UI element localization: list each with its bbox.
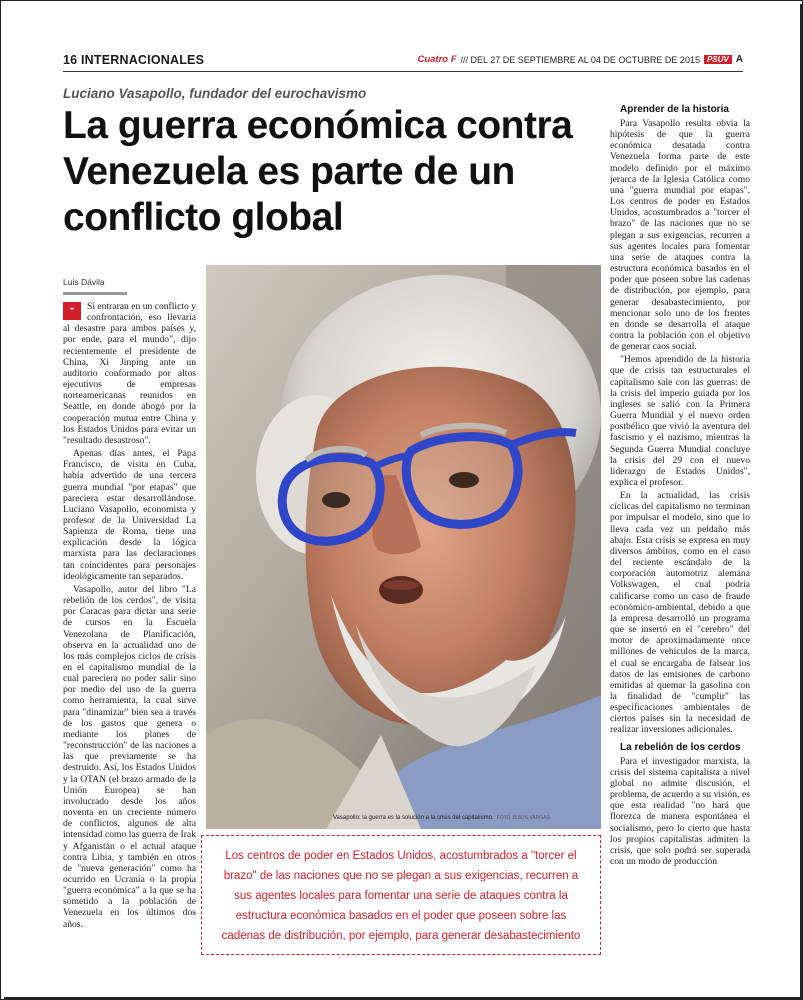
brand-logo: PSUV: [704, 55, 732, 64]
photo-caption: [333, 815, 550, 821]
header-date-strip: [417, 54, 743, 65]
issue-date: /// DEL 27 DE SEPTIEMBRE AL 04 DE OCTUBRE DE 2015: [460, 54, 700, 65]
newspaper-logo: Cuatro F: [417, 54, 457, 65]
paragraph: " Si entraran en un conflicto y confrontación, eso llevaría al desastre para ambos países y, por ende, para el mundo", dijo recientemente el presidente de China, Xi Jinping ante un auditorio conformado por altos ejecutivos de empresas norteamericanas reunidos en Seattle, en donde abogó por la cooperación mutua entre China y los Estados Unidos para evitar un "resultado desastroso".: [63, 301, 196, 446]
photo-credit: FOTO JESÚS VARGAS: [496, 815, 550, 821]
brand-mark-icon: A: [735, 54, 743, 65]
paragraph: Para Vasapollo resulta obvia la hipótesis de que la guerra económica desatada contra Venezuela forma parte de este modelo definido por el máximo jerarca de la Iglesia Católica como una "guerra mundial por etapas". Los centros de poder en Estados Unidos, acostumbrados a "torcer el brazo" de las naciones que no se plegan a sus exigencias, recurren a sus agentes locales para fomentar una serie de ataques contra la estructura económica basados en el poder que poseen sobre las cadenas de distribución, por ejemplo, para generar desabastecimiento, por mencionar solo uno de los frentes en donde se desarrolla el ataque contra la población con el objetivo de generar caos social.: [610, 118, 750, 353]
paragraph: Vasapollo, autor del libro "La rebelión de los cerdos", de visita por Caracas para dictar una serie de cursos en la Escuela Venezolana de Planificación, observa en la actualidad uno de los más complejos ciclos de crisis en el capitalismo mundial de la cual pareciera no poder salir sino por medio del uso de la guerra como herramienta, la cual sirve para "dinamizar" bien sea a través de los gastos que genera o mediante los planes de "reconstrucción" de las naciones a las que previamente se ha destruido. Así, los Estados Unidos y la OTAN (el brazo armado de la Unión Europea) se han involucrado desde los años noventa en un creciente número de conflictos, algunos de alta intensidad como las guerra de Irak y Afganistán o el actual ataque contra Libia, y también en otros de "nueva generación" como ha ocurrido en Ucrania o la propia "guerra económica" a la que se ha sometido a la población de Venezuela en los últimos dos años.: [63, 583, 196, 930]
byline-divider: [63, 292, 127, 295]
paragraph: En la actualidad, las crisis cíclicas del capitalismo no terminan por impulsar el modelo, sino que lo lleva cada vez un peldaño más abajo. Esta crisis se expresa en muy diversos ámbitos, como en el caso del reciente escándalo de la corporación automotriz alemana Volkswagen, el cual podría calificarse como un caso de fraude económico-ambiental, debido a que la empresa desarrolló un programa que se insertó en el "cerebro" del motor de aproximadamente once millones de vehículos de la marca, el cual se encargaba de falsear los datos de las emisiones de carbono emitidas al quemar la gasolina con la finalidad de "cumplir" las especificaciones ambientales de ciertos países sin la necesidad de realizar inversiones adicionales.: [610, 490, 750, 736]
left-column: [63, 301, 196, 961]
section-label: 16 INTERNACIONALES: [63, 53, 205, 67]
page-header: [63, 53, 743, 72]
dropcap-quote-icon: ": [63, 302, 81, 320]
right-column: [610, 104, 750, 952]
article-kicker: Luciano Vasapollo, fundador del eurochavismo: [63, 86, 367, 101]
pull-quote: Los centros de poder en Estados Unidos, acostumbrados a "torcer el brazo" de las naciones que no se plegan a sus exigencias, recurren a sus agentes locales para fomentar una serie de ataques contra la estructura económica basados en el poder que poseen sobre las cadenas de distribución, por ejemplo, para generar desabastecimiento: [201, 835, 601, 955]
portrait-photo: [206, 265, 601, 829]
paragraph: Para el investigador marxista, la crisis del sistema capitalista a nivel global no admite discusión, el problema, de acuerdo a su visión, es que esta realidad "no hará que florezca de manera espontánea el socialismo, pero lo cierto que hasta los propios capitalistas admiten la crisis, que solo podrá ser superada con un modo de producción: [610, 755, 750, 867]
byline: Luis Dávila: [63, 277, 105, 287]
subheading-history: Aprender de la historia: [620, 104, 729, 115]
portrait-illustration: [206, 265, 601, 829]
paragraph: "Hemos aprendido de la historia que de crisis tan estructurales el capitalismo sale con las guerras: de la crisis del imperio guiada por los ingleses se salió con la Primera Guerra Mundial y el nuevo orden postbélico que vivió la aventura del fascismo y el nazismo, mientras la Segunda Guerra Mundial concluye la crisis del 29 con el nuevo liderazgo de Estados Unidos", explica el profesor.: [610, 354, 750, 488]
article-headline: La guerra económica contra Venezuela es parte de un conflicto global: [63, 104, 573, 239]
caption-text: Vasapollo: la guerra es la solución a la crisis del capitalismo.: [333, 815, 494, 821]
paragraph: Apenas días antes, el Papa Francisco, de visita en Cuba, había advertido de una tercera guerra mundial "por etapas" que pareciera estar desarrollándose. Luciano Vasapollo, economista y profesor de la Universidad La Sapienza de Roma, tiene una explicación desde la lógica marxista para las declaraciones tan coincidentes para personajes ideológicamente tan separados.: [63, 448, 196, 582]
subheading-rebellion: La rebelión de los cerdos: [620, 741, 741, 753]
